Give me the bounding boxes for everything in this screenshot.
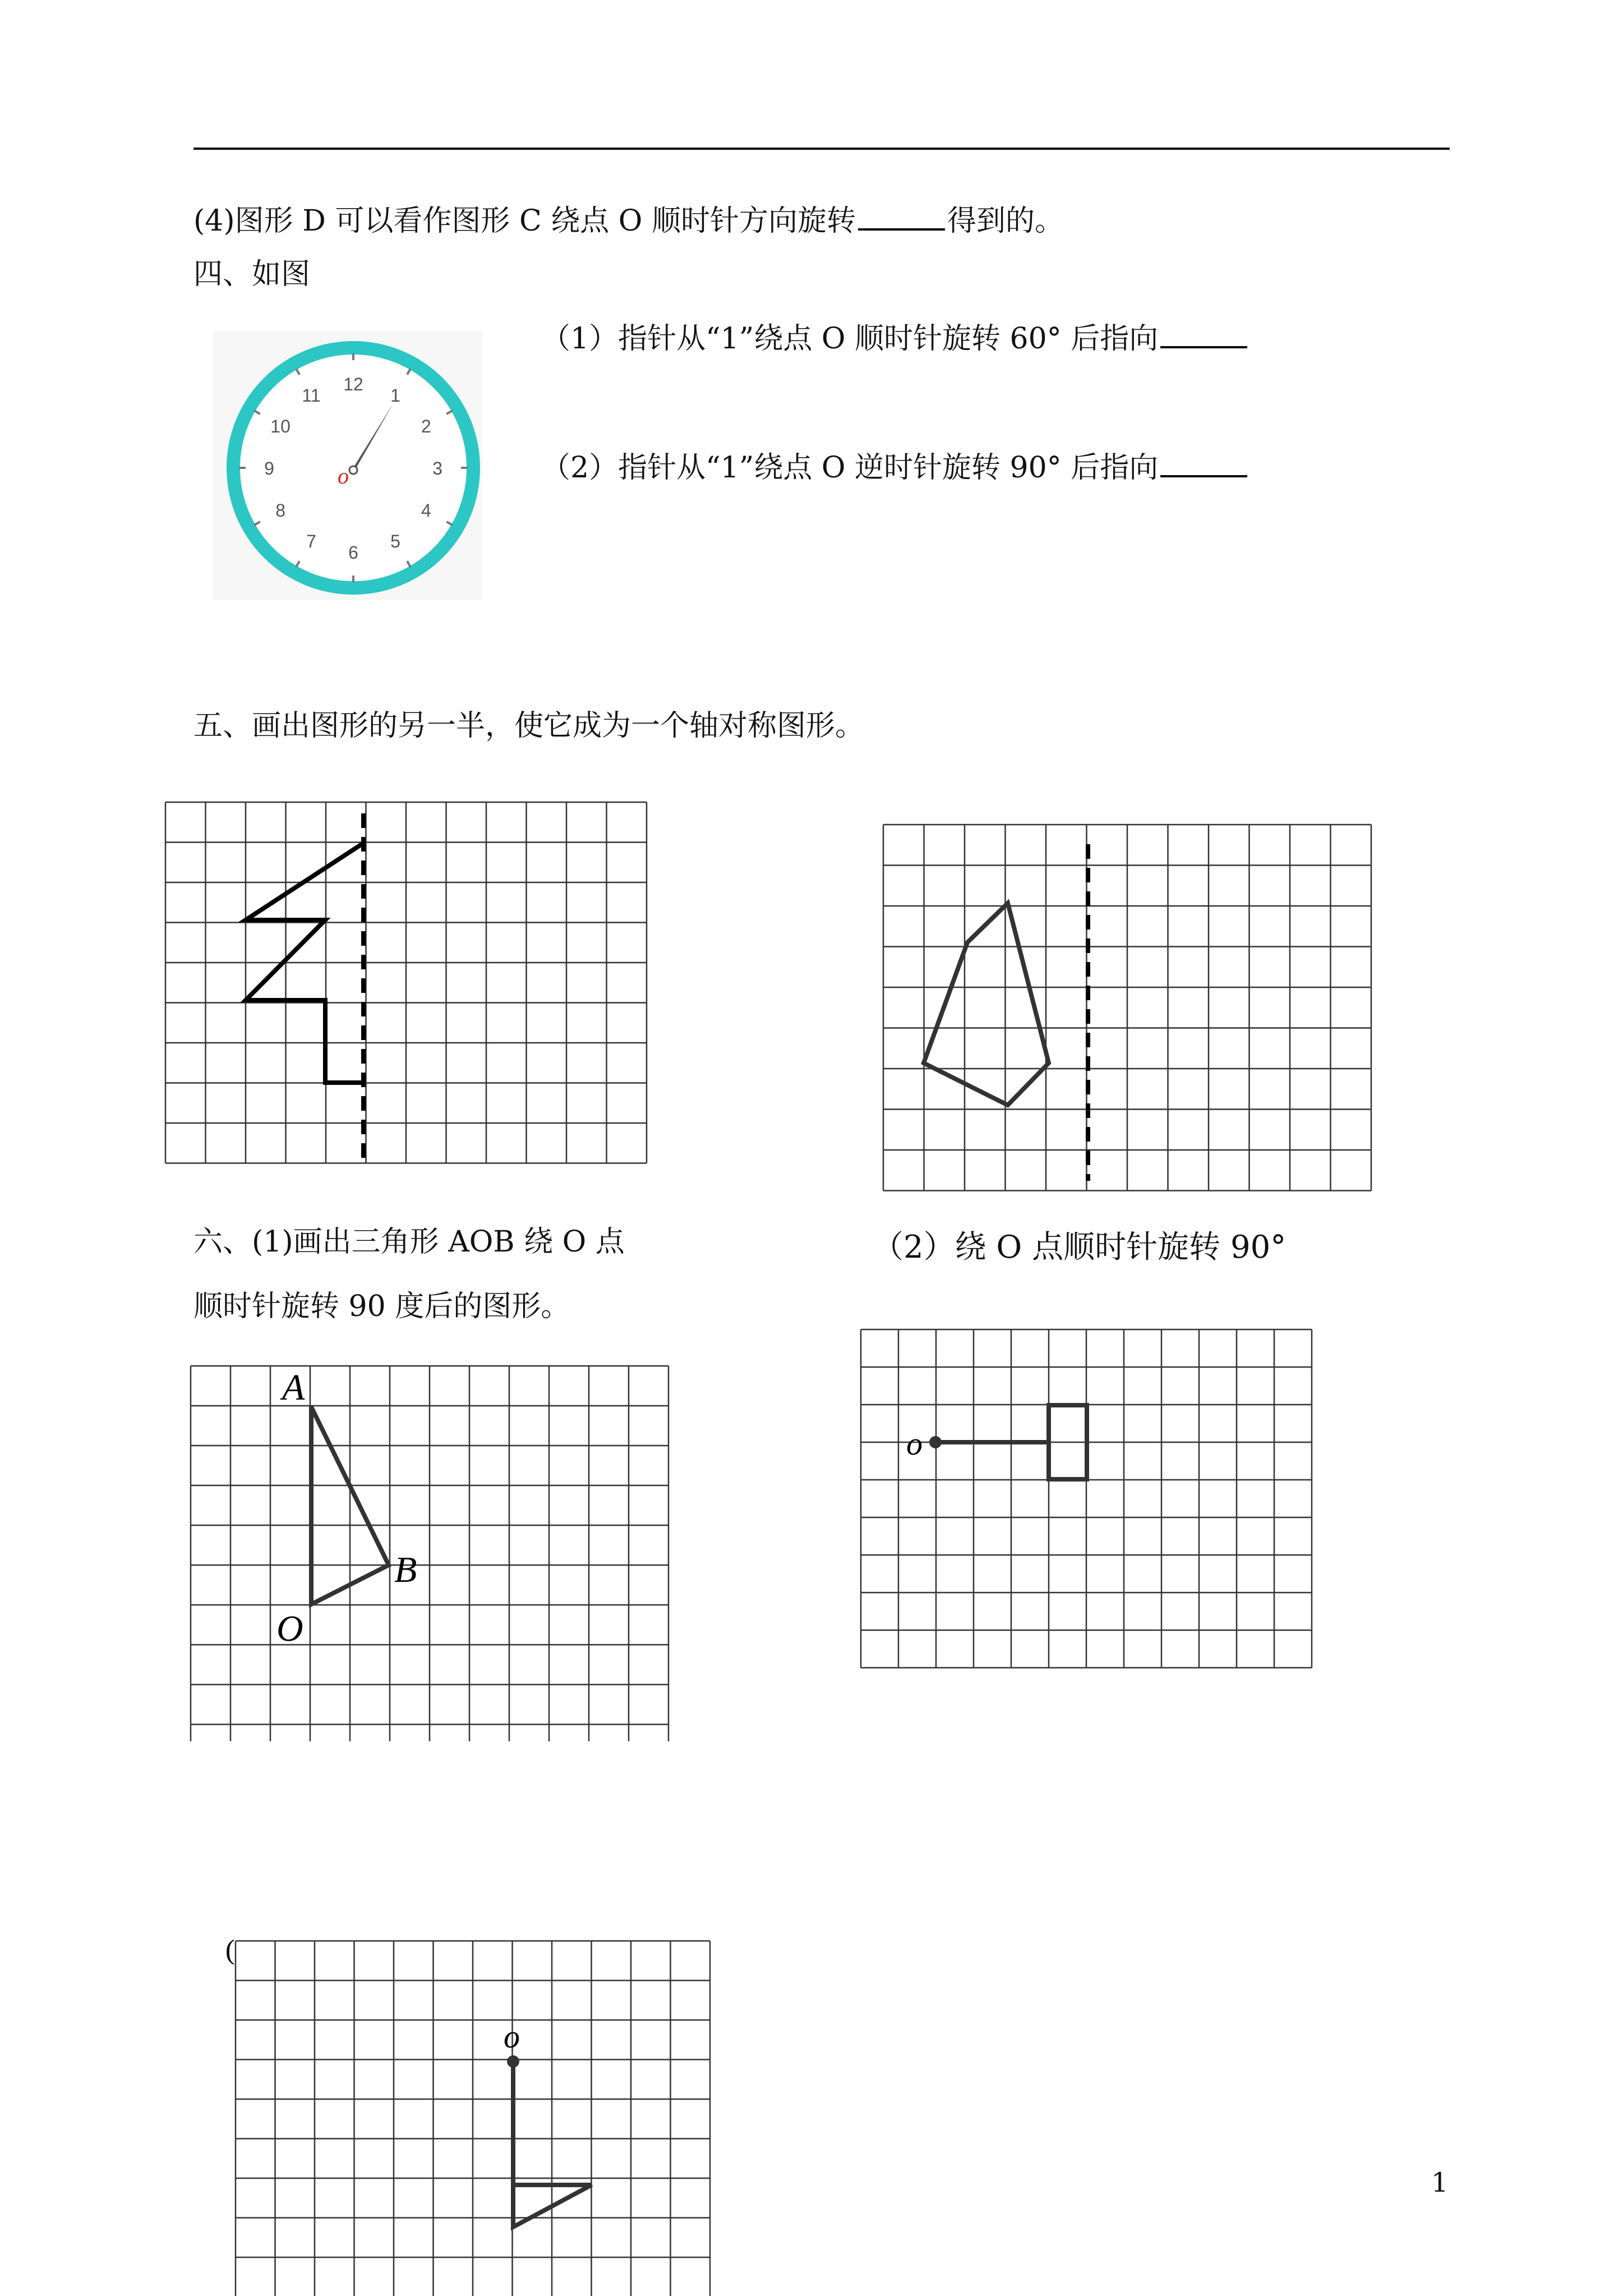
partial-label: (: [225, 1934, 235, 1965]
clock-number: 10: [270, 416, 291, 436]
clock-number: 4: [421, 500, 431, 521]
q4-item2: [541, 450, 1249, 485]
clock-number: 3: [432, 458, 442, 478]
header-rule: [193, 148, 1450, 150]
grid-lines: [883, 825, 1371, 1191]
q6-part1-line1: 六、(1)画出三角形 AOB 绕 O 点: [193, 1225, 625, 1259]
label-O: O: [276, 1608, 303, 1649]
grid-lines: [165, 802, 647, 1163]
grid-lines: [236, 1941, 710, 2296]
grid-q6-flag: [225, 1927, 712, 2296]
q6-part2: （2）绕 O 点顺时针旋转 90°: [872, 1229, 1287, 1266]
label-o: o: [906, 1425, 923, 1462]
point-O: [929, 1436, 942, 1448]
half-figure: [924, 903, 1049, 1105]
clock-center-dot: [349, 466, 357, 474]
q4-item2-text: （2）指针从“1”绕点 O 逆时针旋转 90° 后指向: [541, 451, 1159, 485]
grid-q6-triangle: [188, 1346, 676, 1739]
clock-number: 6: [348, 542, 358, 563]
grid-lines: [191, 1366, 668, 1741]
q4-item1-text: （1）指针从“1”绕点 O 顺时针旋转 60° 后指向: [541, 322, 1159, 356]
grid-q6-key: [858, 1327, 1318, 1674]
grid-lines: [861, 1329, 1312, 1668]
clock-number: 7: [306, 531, 316, 551]
point-O: [507, 2055, 519, 2068]
page-number: 1: [1431, 2167, 1449, 2198]
q3-item4-text: (4)图形 D 可以看作图形 C 绕点 O 顺时针方向旋转: [193, 204, 856, 238]
label-B: B: [394, 1549, 417, 1590]
q6-part1-line2: 顺时针旋转 90 度后的图形。: [193, 1290, 570, 1323]
grid-q5-right: [883, 822, 1371, 1192]
q5-title: 五、画出图形的另一半，使它成为一个轴对称图形。: [193, 709, 865, 743]
label-A: A: [282, 1367, 305, 1408]
q3-item4-text-end: 得到的。: [947, 204, 1064, 238]
clock-number: 5: [390, 531, 400, 551]
clock-number: 1: [390, 385, 400, 406]
q4-item1: [541, 321, 1249, 356]
label-o: o: [504, 2018, 520, 2055]
clock-number: 2: [421, 416, 431, 436]
q3-item4: [193, 204, 1064, 238]
clock-number: 9: [264, 458, 274, 478]
clock-number: 11: [302, 385, 321, 406]
answer-blank[interactable]: [858, 204, 945, 231]
answer-blank[interactable]: [1160, 321, 1247, 348]
q4-title: 四、如图: [193, 257, 311, 291]
grid-q5-left: [163, 799, 651, 1170]
clock-figure: [213, 331, 482, 600]
clock-number: 12: [343, 374, 363, 394]
clock-center-label: o: [338, 463, 349, 489]
clock-number: 8: [275, 500, 285, 521]
answer-blank[interactable]: [1160, 450, 1247, 477]
